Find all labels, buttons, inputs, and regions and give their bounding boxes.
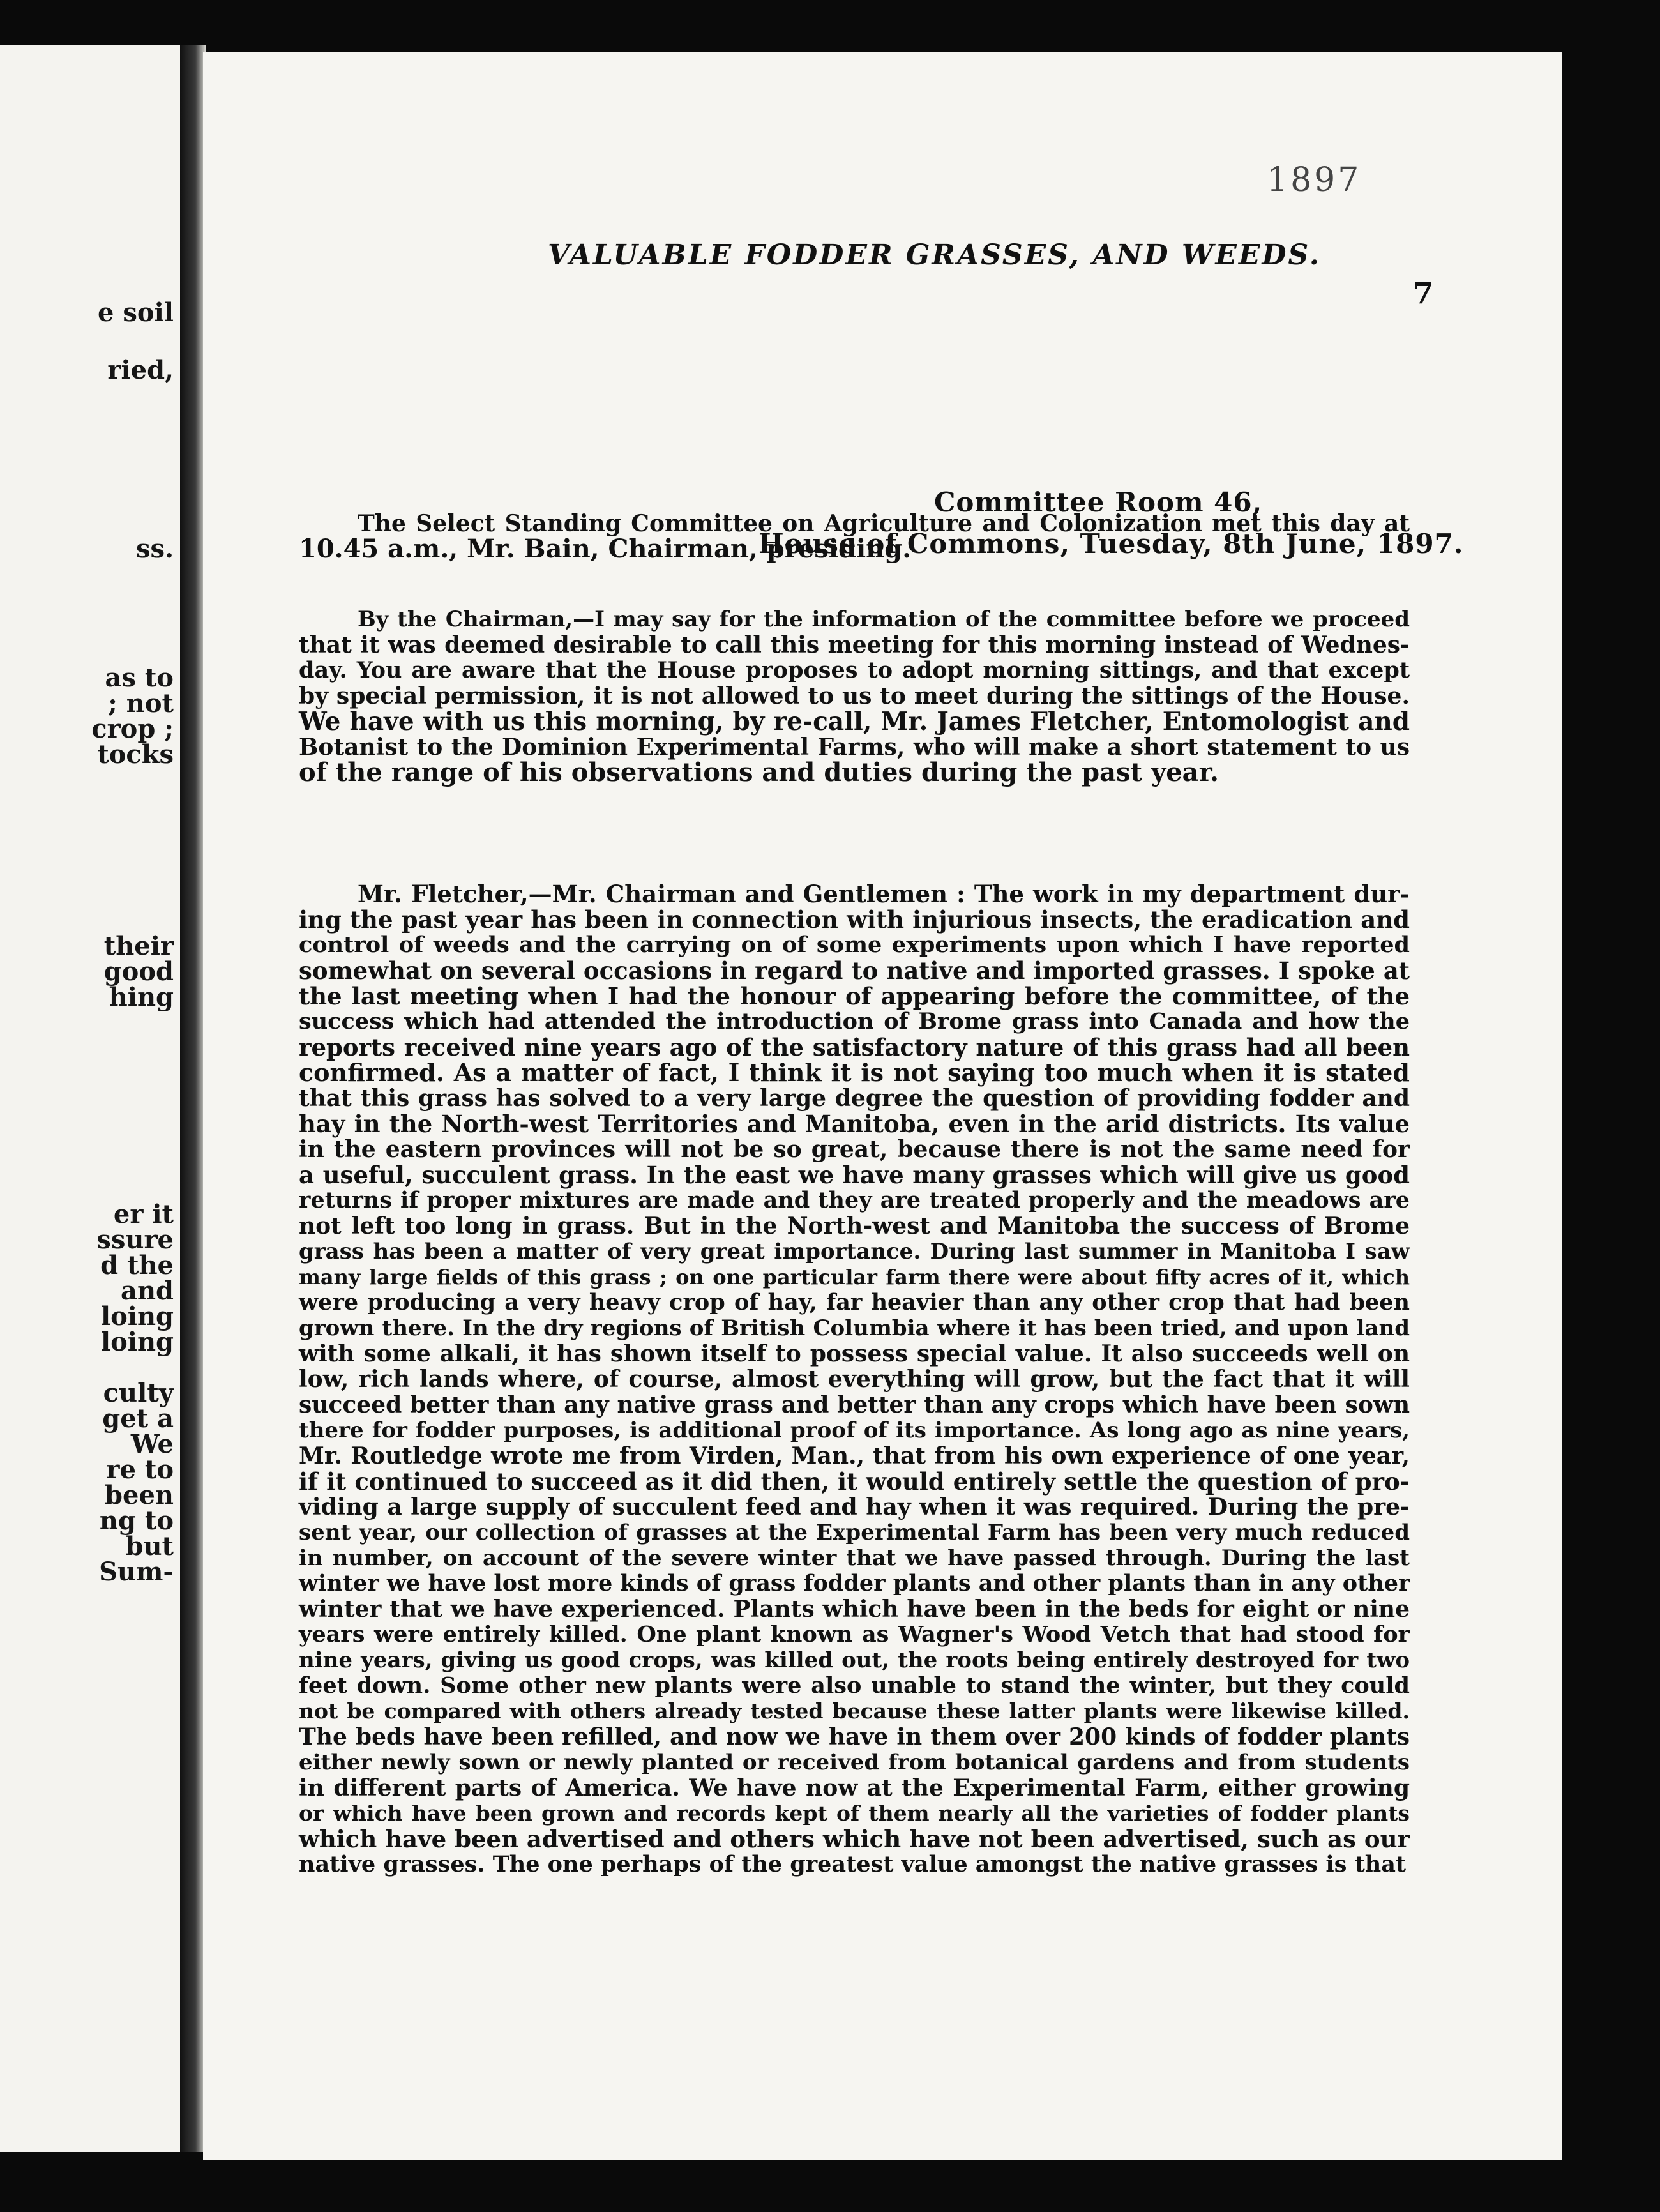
- text-line: winter that we have experienced. Plants which have been in the beds for eight or nine: [299, 1596, 1410, 1623]
- text-line: with some alkali, it has shown itself to possess special value. It also succeeds well on: [299, 1340, 1410, 1367]
- paragraph: [299, 881, 1410, 1877]
- page-number: 7: [1413, 276, 1434, 310]
- text-line: winter we have lost more kinds of grass fodder plants and other plants than in any other: [299, 1570, 1410, 1596]
- text-line: a useful, succulent grass. In the east we have many grasses which will give us good: [299, 1161, 1410, 1189]
- text-line: hay in the North-west Territories and Manitoba, even in the arid districts. Its value: [299, 1110, 1410, 1138]
- previous-page-text-fragment: get a: [102, 1404, 174, 1434]
- text-line: viding a large supply of succulent feed and hay when it was required. During the pre-: [299, 1494, 1410, 1520]
- text-line: not be compared with others already tested because these latter plants were likewise killed.: [299, 1699, 1410, 1723]
- text-line: the last meeting when I had the honour of appearing before the committee, of the: [299, 982, 1410, 1010]
- paragraph: [299, 607, 1410, 785]
- previous-page-text-fragment: and: [121, 1276, 174, 1306]
- previous-page-text-fragment: hing: [109, 982, 174, 1012]
- previous-page-text-fragment: loing: [100, 1327, 174, 1357]
- book-spine: [180, 45, 206, 2152]
- text-line: many large fields of this grass ; on one particular farm there were about fifty acres of it, which: [299, 1265, 1410, 1289]
- dateline-date: House of Commons, Tuesday, 8th June, 1897.: [758, 528, 1464, 559]
- text-line: in different parts of America. We have now at the Experimental Farm, either growing: [299, 1775, 1410, 1801]
- previous-page-text-fragment: ried,: [107, 355, 174, 385]
- text-line: Mr. Routledge wrote me from Virden, Man., that from his own experience of one year,: [299, 1443, 1410, 1469]
- previous-page-text-fragment: re to: [106, 1455, 174, 1485]
- text-line: nine years, giving us good crops, was killed out, the roots being entirely destroyed for two: [299, 1648, 1410, 1673]
- text-line: somewhat on several occasions in regard to native and imported grasses. I spoke at: [299, 957, 1410, 985]
- previous-page-text-fragment: ss.: [136, 534, 174, 564]
- previous-page-text-fragment: e soil: [98, 298, 174, 328]
- text-line: day. You are aware that the House proposes to adopt morning sittings, and that except: [299, 657, 1410, 683]
- text-line: grown there. In the dry regions of British Columbia where it has been tried, and upon land: [299, 1315, 1410, 1341]
- previous-page-text-fragment: crop ;: [91, 714, 174, 744]
- text-line: if it continued to succeed as it did then, it would entirely settle the question of pro-: [299, 1467, 1410, 1496]
- text-line: were producing a very heavy crop of hay, far heavier than any other crop that had been: [299, 1289, 1410, 1315]
- text-line: ing the past year has been in connection with injurious insects, the eradication and: [299, 905, 1410, 934]
- text-line: which have been advertised and others which have not been advertised, such as our: [299, 1825, 1410, 1853]
- text-line: in number, on account of the severe winter that we have passed through. During the last: [299, 1545, 1410, 1571]
- previous-page-text-fragment: as to: [105, 663, 174, 693]
- text-line: returns if proper mixtures are made and they are treated properly and the meadows are: [299, 1187, 1410, 1213]
- text-line: grass has been a matter of very great importance. During last summer in Manitoba I saw: [299, 1239, 1410, 1264]
- text-line: The beds have been refilled, and now we have in them over 200 kinds of fodder plants: [299, 1723, 1410, 1750]
- text-line: either newly sown or newly planted or received from botanical gardens and from students: [299, 1750, 1410, 1775]
- text-line: control of weeds and the carrying on of some experiments upon which I have reported: [299, 932, 1410, 958]
- text-line: low, rich lands where, of course, almost everything will grow, but the fact that it will: [299, 1366, 1410, 1393]
- paragraph: [299, 511, 1410, 562]
- text-line: by special permission, it is not allowed to us to meet during the sittings of the House.: [299, 683, 1410, 709]
- previous-page-text-fragment: their: [103, 931, 174, 961]
- text-line: in the eastern provinces will not be so great, because there is not the same need for: [299, 1136, 1410, 1163]
- text-line: We have with us this morning, by re-call, Mr. James Fletcher, Entomologist and: [299, 707, 1410, 736]
- running-head: VALUABLE FODDER GRASSES, AND WEEDS.: [548, 239, 1322, 271]
- text-line: By the Chairman,—I may say for the information of the committee before we proceed: [358, 607, 1410, 632]
- previous-page-text-fragment: been: [105, 1480, 174, 1510]
- previous-page-text-fragment: d the: [100, 1250, 174, 1280]
- previous-page-text-fragment: loing: [100, 1301, 174, 1331]
- document-page: [203, 52, 1562, 2160]
- text-line: The Select Standing Committee on Agriculture and Colonization met this day at: [358, 510, 1410, 537]
- text-line: sent year, our collection of grasses at the Experimental Farm has been very much reduced: [299, 1520, 1410, 1545]
- text-line: reports received nine years ago of the satisfactory nature of this grass had all been: [299, 1033, 1410, 1061]
- previous-page-text-fragment: good: [103, 957, 174, 987]
- previous-page-text-fragment: ssure: [96, 1225, 174, 1255]
- dateline-room: Committee Room 46,: [934, 487, 1263, 518]
- previous-page-text-fragment: er it: [113, 1199, 174, 1229]
- text-line: or which have been grown and records kept of them nearly all the varieties of fodder plants: [299, 1801, 1410, 1826]
- text-line: that this grass has solved to a very large degree the question of providing fodder and: [299, 1085, 1410, 1112]
- text-line: confirmed. As a matter of fact, I think it is not saying too much when it is stated: [299, 1058, 1410, 1087]
- text-line: of the range of his observations and duties during the past year.: [299, 757, 1219, 787]
- text-line: native grasses. The one perhaps of the greatest value amongst the native grasses is that: [299, 1851, 1407, 1877]
- handwritten-year-note: 1897: [1267, 161, 1362, 199]
- text-line: succeed better than any native grass and better than any crops which have been sown: [299, 1391, 1410, 1418]
- text-line: not left too long in grass. But in the North-west and Manitoba the success of Brome: [299, 1213, 1410, 1239]
- text-line: success which had attended the introduction of Brome grass into Canada and how the: [299, 1008, 1410, 1034]
- text-line: Botanist to the Dominion Experimental Farms, who will make a short statement to us: [299, 734, 1410, 761]
- text-line: feet down. Some other new plants were also unable to stand the winter, but they could: [299, 1672, 1410, 1699]
- text-line: 10.45 a.m., Mr. Bain, Chairman, presiding.: [299, 534, 912, 564]
- previous-page-text-fragment: culty: [103, 1378, 174, 1408]
- text-line: years were entirely killed. One plant known as Wagner's Wood Vetch that had stood for: [299, 1621, 1410, 1648]
- previous-page-text-fragment: tocks: [97, 739, 174, 769]
- previous-page-text-fragment: but: [125, 1531, 174, 1561]
- previous-page-text-fragment: ; not: [108, 688, 174, 718]
- previous-page-text-fragment: Sum-: [99, 1557, 174, 1587]
- text-line: there for fodder purposes, is additional proof of its importance. As long ago as nine years,: [299, 1418, 1410, 1443]
- previous-page-text-fragment: ng to: [99, 1506, 174, 1536]
- previous-page-text-fragment: We: [130, 1429, 174, 1459]
- text-line: Mr. Fletcher,—Mr. Chairman and Gentlemen : The work in my department dur-: [358, 880, 1410, 908]
- text-line: that it was deemed desirable to call this meeting for this morning instead of Wednes-: [299, 632, 1410, 658]
- previous-page-fragment: [0, 45, 184, 2152]
